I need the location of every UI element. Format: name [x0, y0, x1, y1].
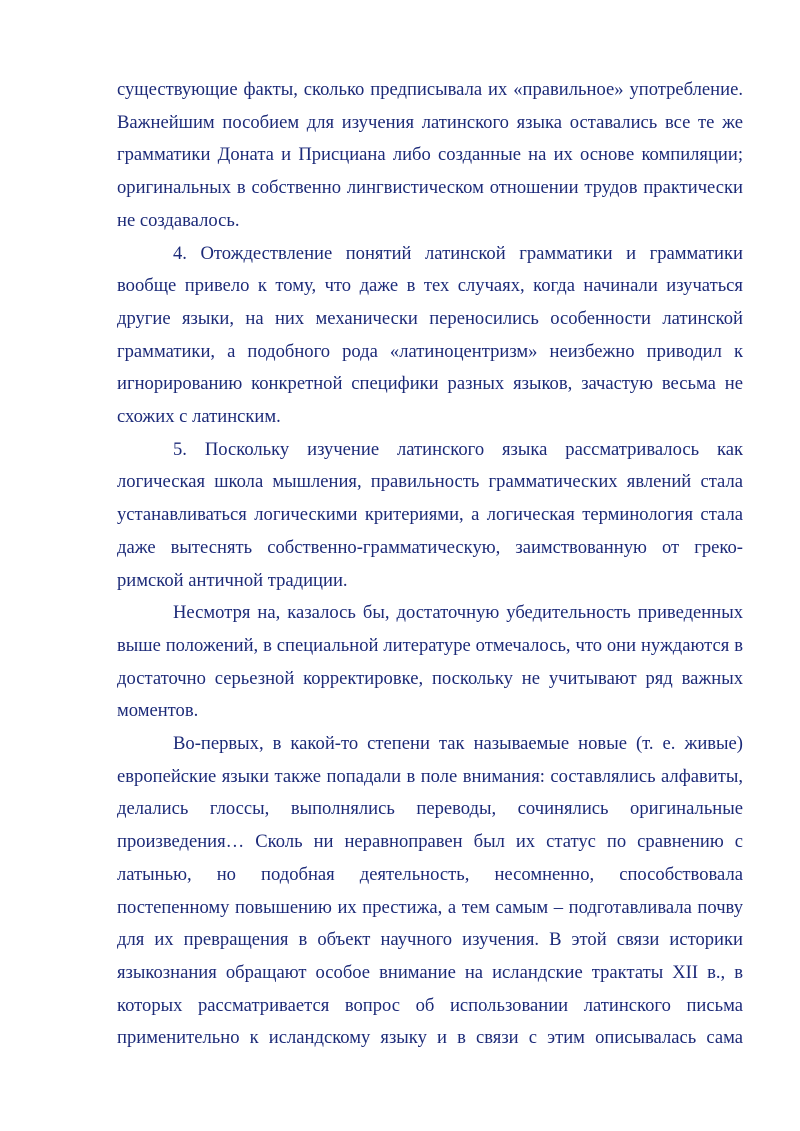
paragraph-2-item-4: 4. Отождествление понятий латинской грамматики и грамматики вообще привело к тому, что даже в тех случаях, когда начинали изучаться другие языки, на них механически переносились особенности латинской грамматики, а подобного рода «латиноцентризм» неизбежно приводил к игнорированию конкретной специфики разных языков, зачастую весьма не схожих с латинским. [117, 242, 743, 428]
paragraph-4: Несмотря на, казалось бы, достаточную убедительность приведенных выше положений, в специальной литературе отмечалось, что они нуждаются в достаточно серьезной корректировке, поскольку не учитывают ряд важных моментов. [117, 602, 743, 722]
paragraph-3-item-5: 5. Поскольку изучение латинского языка рассматривалось как логическая школа мышления, правильность грамматических явлений стала устанавливаться логическими критериями, а логическая терминология стала даже вытеснять собственно-грамматическую, заимствованную от греко-римской античной традиции. [117, 438, 743, 591]
paragraph-5: Во-первых, в какой-то степени так называемые новые (т. е. живые) европейские языки также попадали в поле внимания: составлялись алфавиты, делались глоссы, выполнялись переводы, сочинялись оригинальные произведения… Сколь ни неравноправен был их статус по сравнению с латынью, но подобная деятельность, несомненно, способствовала постепенному повышению их престижа, а тем самым – подготавливала почву для их превращения в объект научного изучения. В этой связи историки языкознания обращают особое внимание на исландские трактаты XII в., в которых рассматривается вопрос об использовании латинского письма применительно к исландскому языку и в связи с этим описывалась сама [117, 733, 743, 1049]
paragraph-1: существующие факты, сколько предписывала их «правильное» употребление. Важнейшим пособием для изучения латинского языка оставались все те же грамматики Доната и Присциана либо созданные на их основе компиляции; оригинальных в собственно лингвистическом отношении трудов практически не создавалось. [117, 79, 743, 231]
document-page [117, 74, 743, 1055]
